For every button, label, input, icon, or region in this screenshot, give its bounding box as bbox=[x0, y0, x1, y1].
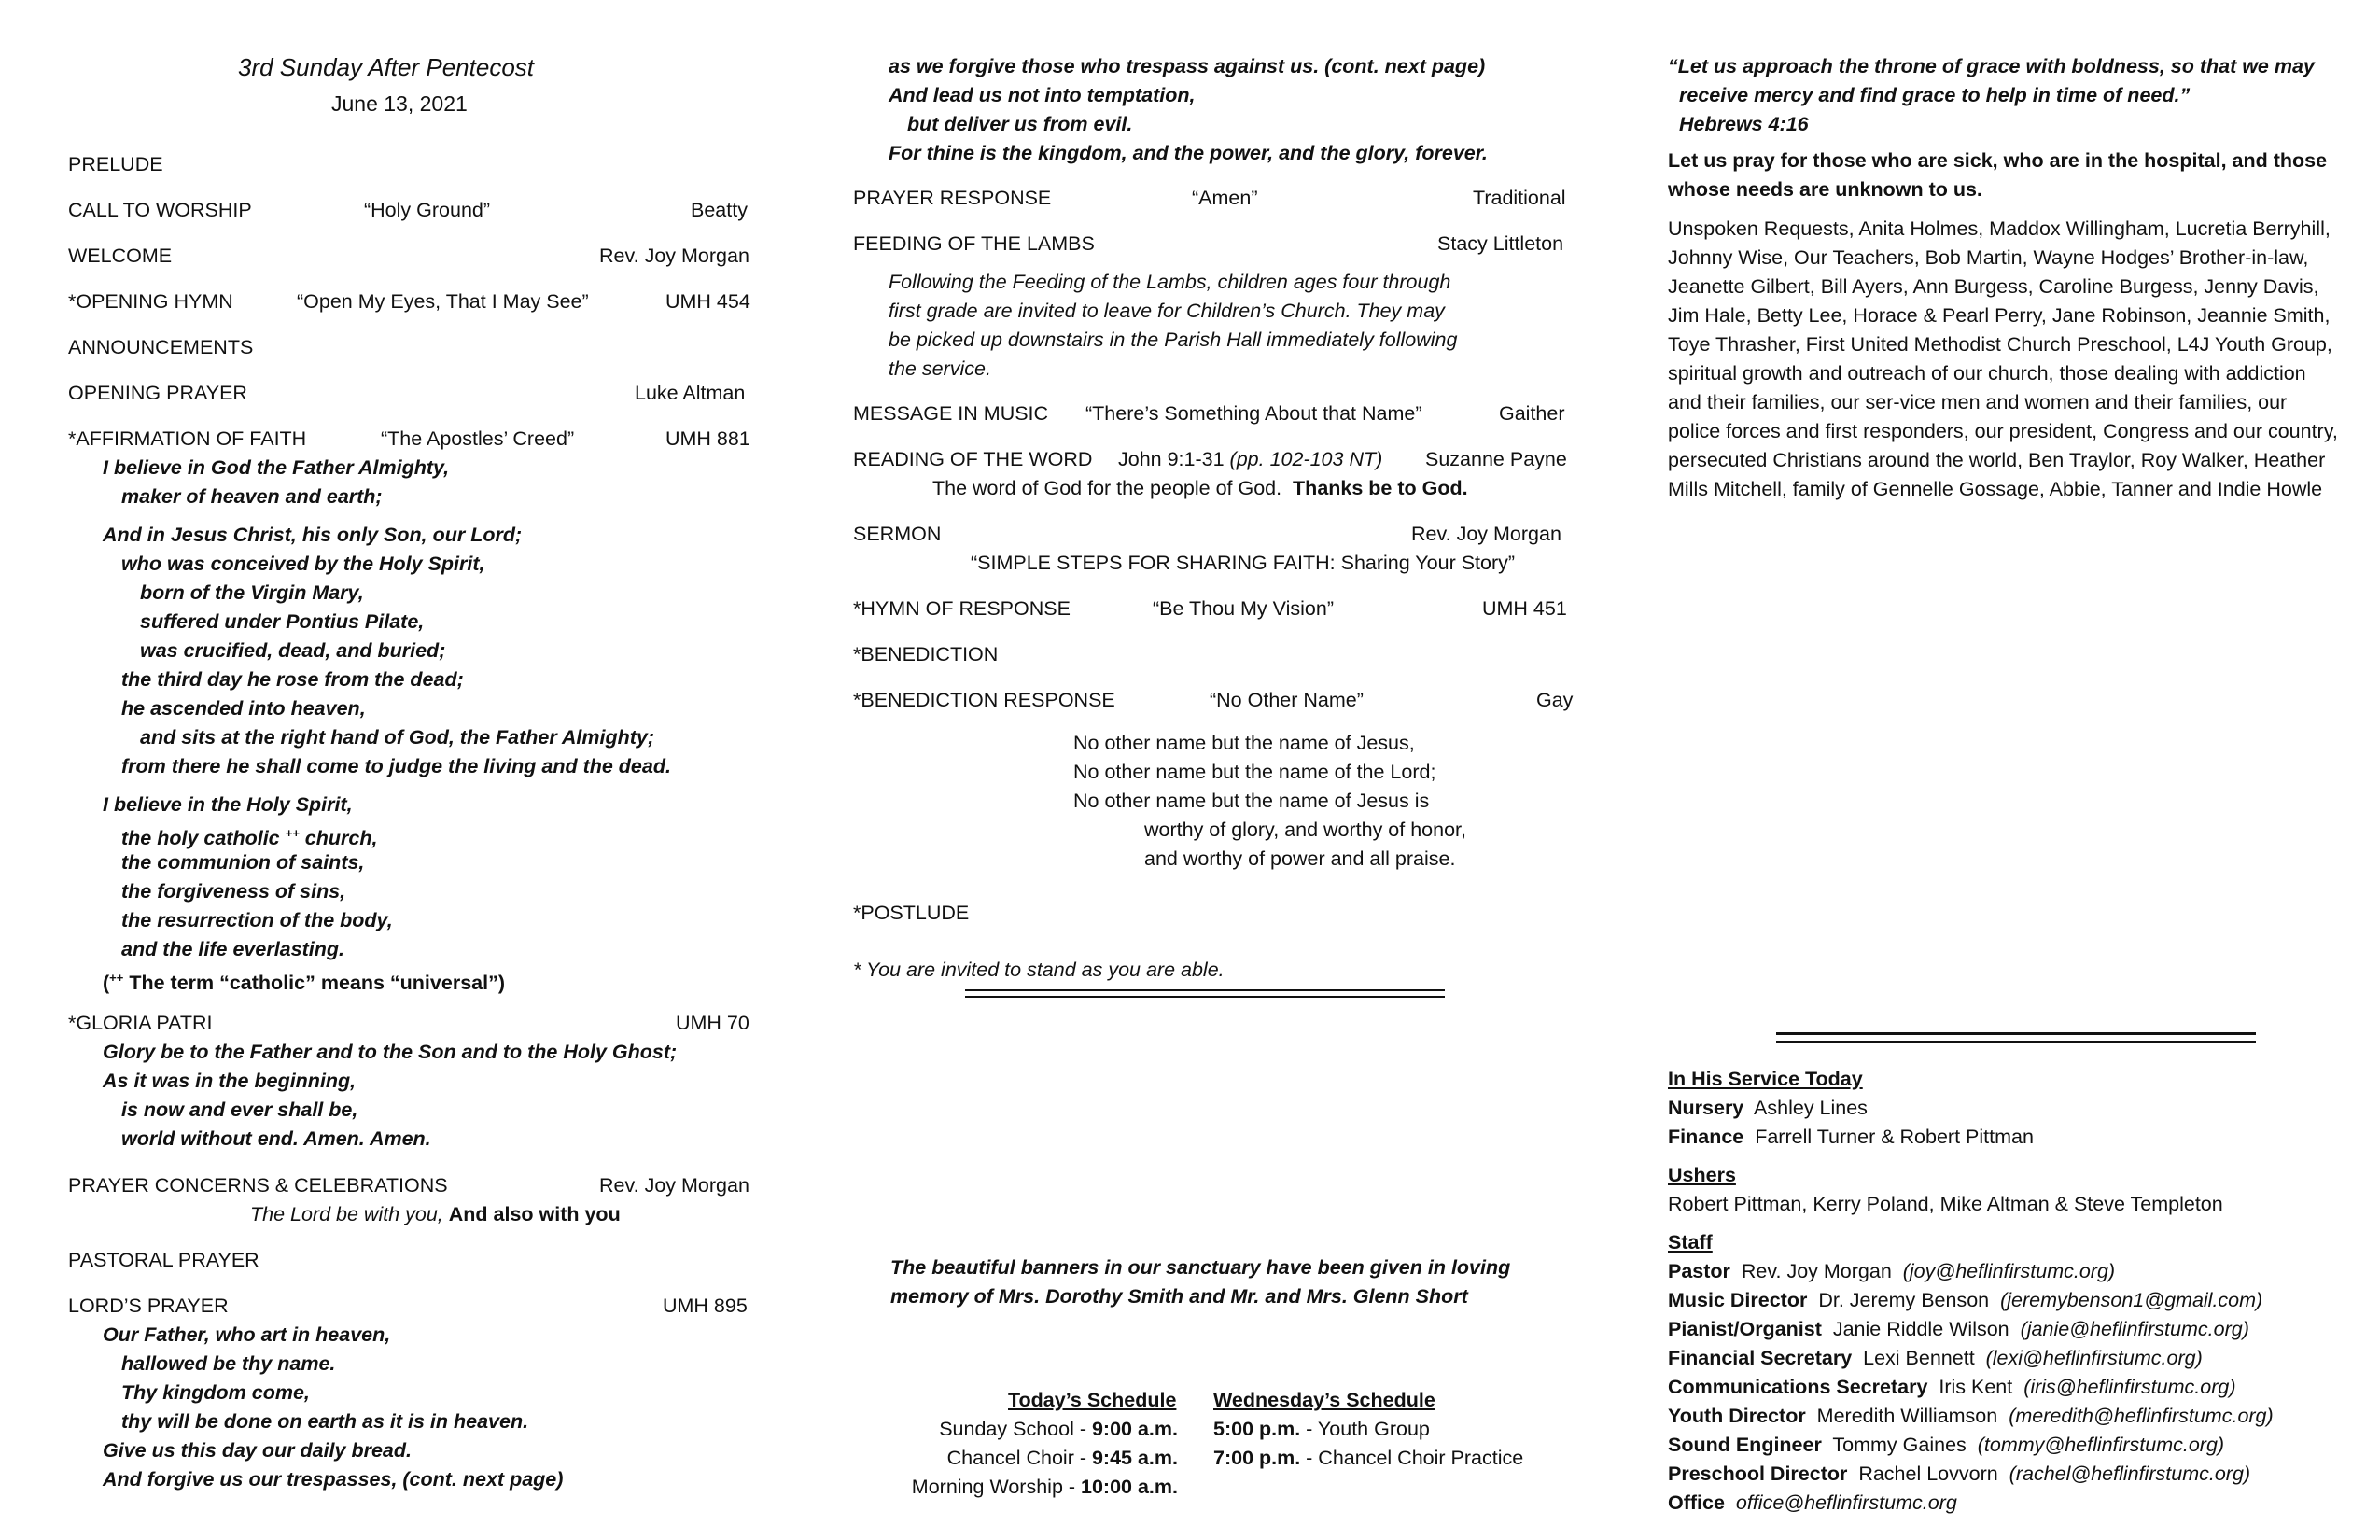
creed-line: the forgiveness of sins, bbox=[121, 880, 346, 903]
opening-hymn-label: *OPENING HYMN bbox=[68, 290, 233, 313]
creed-line: the resurrection of the body, bbox=[121, 909, 393, 931]
affirmation-title: “The Apostles’ Creed” bbox=[381, 427, 575, 450]
sermon-credit: Rev. Joy Morgan bbox=[1411, 523, 1561, 545]
bene-line: No other name but the name of Jesus, bbox=[1073, 732, 1415, 754]
music-credit: Gaither bbox=[1499, 402, 1565, 425]
prayer-list: Unspoken Requests, Anita Holmes, Maddox Willingham, Lucretia Berryhill, Johnny Wise, Our Teachers, Bob Martin, Wayne Hodges’ Brother-in-law, Jeanette Gilbert, Bill Ayers, Ann Burgess, Caroline Burgess, Jenny Davis, Jim Hale, Betty Lee, Horace & Pearl Perry, Jane Robinson, Jeannie Smith, Toye Thrasher, First United Methodist Church Preschool, L4J Youth Group, spiritual growth and outreach of our church, those dealing with addiction and their families, our ser-vice men and women and their families, our police forces and first responders, our president, Congress and our country, persecuted Christians around the world, Ben Traylor, Roy Walker, Heather Mills Mitchell, family of Gennelle Gossage, Abbie, Tanner and Indie Howle bbox=[1668, 217, 2338, 500]
staff-row: Preschool Director Rachel Lovvorn (rachel@heflinfirstumc.org) bbox=[1668, 1463, 2251, 1485]
creed-line: I believe in God the Father Almighty, bbox=[103, 456, 450, 479]
call-credit: Beatty bbox=[691, 199, 748, 221]
staff-row-office: Office office@heflinfirstumc.org bbox=[1668, 1491, 1957, 1514]
music-label: MESSAGE IN MUSIC bbox=[853, 402, 1049, 425]
creed-line: the third day he rose from the dead; bbox=[121, 668, 464, 691]
bene-resp-credit: Gay bbox=[1536, 689, 1574, 711]
staff-row: Youth Director Meredith Williamson (meredith@heflinfirstumc.org) bbox=[1668, 1405, 2274, 1427]
gloria-line: world without end. Amen. Amen. bbox=[121, 1127, 431, 1150]
divider-rule bbox=[1776, 1032, 2256, 1043]
reading-label: READING OF THE WORD bbox=[853, 448, 1093, 470]
lords-line: Give us this day our daily bread. bbox=[103, 1439, 412, 1462]
creed-line: from there he shall come to judge the living and the dead. bbox=[121, 755, 671, 777]
nursery-row: Nursery Ashley Lines bbox=[1668, 1097, 1868, 1119]
today-schedule-heading: Today’s Schedule bbox=[1008, 1389, 1177, 1411]
feeding-label: FEEDING OF THE LAMBS bbox=[853, 232, 1095, 255]
concerns-response: The Lord be with you, And also with you bbox=[250, 1203, 621, 1225]
prayer-response-title: “Amen” bbox=[1192, 187, 1258, 209]
gloria-line: is now and ever shall be, bbox=[121, 1099, 358, 1121]
today-schedule-item: Sunday School - 9:00 a.m. bbox=[939, 1418, 1178, 1440]
creed-footnote: (++ The term “catholic” means “universal”) bbox=[103, 971, 505, 995]
divider-rule bbox=[965, 989, 1445, 998]
wednesday-schedule-item: 7:00 p.m. - Chancel Choir Practice bbox=[1213, 1447, 1524, 1469]
call-title: “Holy Ground” bbox=[364, 199, 491, 221]
creed-line: suffered under Pontius Pilate, bbox=[140, 610, 425, 633]
reading-response: The word of God for the people of God. Thanks be to God. bbox=[932, 477, 1468, 499]
feeding-credit: Stacy Littleton bbox=[1437, 232, 1564, 255]
concerns-credit: Rev. Joy Morgan bbox=[599, 1174, 749, 1197]
hymn-response-credit: UMH 451 bbox=[1482, 597, 1567, 620]
bene-line: No other name but the name of Jesus is bbox=[1073, 790, 1430, 812]
pastoral-prayer: PASTORAL PRAYER bbox=[68, 1249, 259, 1271]
service-heading: In His Service Today bbox=[1668, 1068, 1863, 1090]
lords-line: Our Father, who art in heaven, bbox=[103, 1323, 391, 1346]
postlude: *POSTLUDE bbox=[853, 902, 970, 924]
creed-line: who was conceived by the Holy Spirit, bbox=[121, 553, 485, 575]
feeding-note-line: Following the Feeding of the Lambs, children ages four through bbox=[889, 271, 1451, 293]
creed-line: born of the Virgin Mary, bbox=[140, 581, 364, 604]
benediction: *BENEDICTION bbox=[853, 643, 999, 665]
creed-line: maker of heaven and earth; bbox=[121, 485, 383, 508]
hymn-response-label: *HYMN OF RESPONSE bbox=[853, 597, 1071, 620]
lords-cont-line: as we forgive those who trespass against us. (cont. next page) bbox=[889, 55, 1486, 77]
staff-row: Music Director Dr. Jeremy Benson (jeremybenson1@gmail.com) bbox=[1668, 1289, 2263, 1311]
opening-hymn-title: “Open My Eyes, That I May See” bbox=[297, 290, 589, 313]
music-title: “There’s Something About that Name” bbox=[1085, 402, 1422, 425]
staff-heading: Staff bbox=[1668, 1231, 1713, 1253]
lords-prayer-credit: UMH 895 bbox=[663, 1295, 748, 1317]
sermon-label: SERMON bbox=[853, 523, 942, 545]
opening-prayer-label: OPENING PRAYER bbox=[68, 382, 247, 404]
staff-row: Communications Secretary Iris Kent (iris@heflinfirstumc.org) bbox=[1668, 1376, 2236, 1398]
feeding-note-line: be picked up downstairs in the Parish Hall immediately following bbox=[889, 329, 1458, 351]
ushers-list: Robert Pittman, Kerry Poland, Mike Altman & Steve Templeton bbox=[1668, 1193, 2223, 1215]
today-schedule-item: Morning Worship - 10:00 a.m. bbox=[911, 1476, 1178, 1498]
affirmation-credit: UMH 881 bbox=[665, 427, 750, 450]
ushers-heading: Ushers bbox=[1668, 1164, 1736, 1186]
quote-line: “Let us approach the throne of grace with boldness, so that we may bbox=[1668, 55, 2315, 77]
affirmation-label: *AFFIRMATION OF FAITH bbox=[68, 427, 307, 450]
stand-note: * You are invited to stand as you are able. bbox=[853, 959, 1225, 981]
lords-line: hallowed be thy name. bbox=[121, 1352, 336, 1375]
finance-row: Finance Farrell Turner & Robert Pittman bbox=[1668, 1126, 2034, 1148]
creed-line: I believe in the Holy Spirit, bbox=[103, 793, 353, 816]
bene-resp-title: “No Other Name” bbox=[1210, 689, 1364, 711]
gloria-credit: UMH 70 bbox=[676, 1012, 749, 1034]
prayer-response-credit: Traditional bbox=[1473, 187, 1566, 209]
sermon-title: “SIMPLE STEPS FOR SHARING FAITH: Sharing Your Story” bbox=[971, 552, 1516, 574]
banners-line: memory of Mrs. Dorothy Smith and Mr. and Mrs. Glenn Short bbox=[890, 1285, 1468, 1308]
welcome-credit: Rev. Joy Morgan bbox=[599, 245, 749, 267]
wednesday-schedule-heading: Wednesday’s Schedule bbox=[1213, 1389, 1435, 1411]
feeding-note-line: the service. bbox=[889, 357, 991, 380]
gloria-line: Glory be to the Father and to the Son and to the Holy Ghost; bbox=[103, 1041, 678, 1063]
creed-line: And in Jesus Christ, his only Son, our Lord; bbox=[103, 524, 523, 546]
concerns-label: PRAYER CONCERNS & CELEBRATIONS bbox=[68, 1174, 448, 1197]
bene-resp-label: *BENEDICTION RESPONSE bbox=[853, 689, 1115, 711]
welcome-label: WELCOME bbox=[68, 245, 173, 267]
today-schedule-item: Chancel Choir - 9:45 a.m. bbox=[946, 1447, 1178, 1469]
reading-scripture: John 9:1-31 (pp. 102-103 NT) bbox=[1118, 448, 1383, 470]
lords-line: Thy kingdom come, bbox=[121, 1381, 310, 1404]
prayer-heading: Let us pray for those who are sick, who are in the hospital, and those whose needs are unknown to us. bbox=[1668, 149, 2328, 201]
quote-line: receive mercy and find grace to help in time of need.” bbox=[1679, 84, 2191, 106]
creed-line: the communion of saints, bbox=[121, 851, 365, 874]
bene-line: No other name but the name of the Lord; bbox=[1073, 761, 1436, 783]
wednesday-schedule-item: 5:00 p.m. - Youth Group bbox=[1213, 1418, 1430, 1440]
staff-row: Financial Secretary Lexi Bennett (lexi@heflinfirstumc.org) bbox=[1668, 1347, 2203, 1369]
service-title: 3rd Sunday After Pentecost bbox=[238, 53, 535, 81]
quote-citation: Hebrews 4:16 bbox=[1679, 113, 1809, 135]
lords-line: thy will be done on earth as it is in heaven. bbox=[121, 1410, 529, 1433]
creed-line: he ascended into heaven, bbox=[121, 697, 366, 720]
creed-line: and sits at the right hand of God, the Father Almighty; bbox=[140, 726, 655, 749]
creed-line: was crucified, dead, and buried; bbox=[140, 639, 446, 662]
creed-line: and the life everlasting. bbox=[121, 938, 344, 960]
announcements: ANNOUNCEMENTS bbox=[68, 336, 254, 358]
gloria-label: *GLORIA PATRI bbox=[68, 1012, 213, 1034]
hymn-response-title: “Be Thou My Vision” bbox=[1153, 597, 1334, 620]
gloria-line: As it was in the beginning, bbox=[103, 1070, 357, 1092]
staff-row: Pastor Rev. Joy Morgan (joy@heflinfirstumc.org) bbox=[1668, 1260, 2116, 1282]
staff-row: Sound Engineer Tommy Gaines (tommy@heflinfirstumc.org) bbox=[1668, 1434, 2225, 1456]
banners-line: The beautiful banners in our sanctuary have been given in loving bbox=[890, 1256, 1511, 1279]
bene-line: worthy of glory, and worthy of honor, bbox=[1144, 819, 1466, 841]
opening-hymn-credit: UMH 454 bbox=[665, 290, 750, 313]
call-label: CALL TO WORSHIP bbox=[68, 199, 252, 221]
prelude: PRELUDE bbox=[68, 153, 163, 175]
service-date: June 13, 2021 bbox=[331, 91, 468, 116]
opening-prayer-credit: Luke Altman bbox=[635, 382, 746, 404]
creed-line-catholic: the holy catholic ++ church, bbox=[121, 826, 378, 850]
lords-line: And forgive us our trespasses, (cont. next page) bbox=[103, 1468, 564, 1491]
lords-prayer-label: LORD’S PRAYER bbox=[68, 1295, 229, 1317]
bene-line: and worthy of power and all praise. bbox=[1144, 847, 1456, 870]
lords-cont-line: And lead us not into temptation, bbox=[889, 84, 1196, 106]
reading-credit: Suzanne Payne bbox=[1425, 448, 1567, 470]
feeding-note-line: first grade are invited to leave for Children’s Church. They may bbox=[889, 300, 1445, 322]
lords-cont-line: but deliver us from evil. bbox=[907, 113, 1133, 135]
staff-row: Pianist/Organist Janie Riddle Wilson (janie@heflinfirstumc.org) bbox=[1668, 1318, 2249, 1340]
lords-cont-line: For thine is the kingdom, and the power, and the glory, forever. bbox=[889, 142, 1488, 164]
prayer-response-label: PRAYER RESPONSE bbox=[853, 187, 1052, 209]
